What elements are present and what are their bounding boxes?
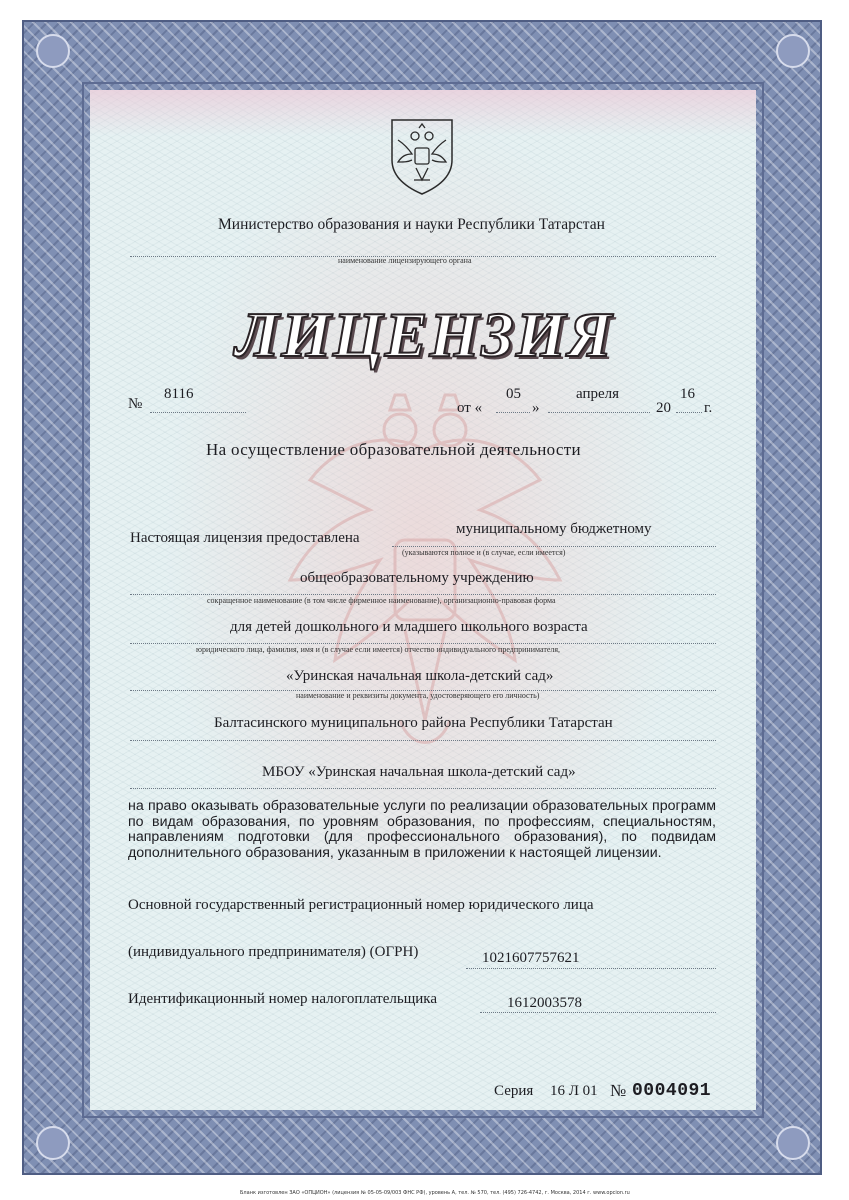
ogrn-label-line2: (индивидуального предпринимателя) (ОГРН) [128,944,419,960]
inn-value: 1612003578 [507,995,582,1011]
grant-label: Настоящая лицензия предоставлена [130,530,360,546]
date-month: апреля [576,386,620,402]
ministry-name: Министерство образования и науки Республики Татарстан [218,216,605,233]
month-underline [548,412,650,413]
grant-line2-underline [130,594,716,595]
document-title: ЛИЦЕНЗИЯ [235,299,614,370]
grant-line6-underline [130,788,716,789]
date-quote-close: » [532,400,540,416]
grant-hint1: (указываются полное и (в случае, если имеется) [402,548,566,557]
coat-of-arms-icon [386,116,458,196]
series-number-label: № [610,1081,627,1100]
date-day: 05 [506,386,521,402]
corner-ornament-bottom-right-icon [776,1126,810,1160]
grant-line5-underline [130,740,716,741]
corner-ornament-top-right-icon [776,34,810,68]
grant-line4: «Уринская начальная школа-детский сад» [286,668,554,684]
ogrn-underline [466,968,716,969]
grant-hint3: юридического лица, фамилия, имя и (в случае если имеется) отчество индивидуального предпринимателя, [196,645,561,654]
grant-line1: муниципальному бюджетному [456,521,652,537]
year-underline [676,412,702,413]
grant-hint4: наименование и реквизиты документа, удостоверяющего его личность) [296,691,540,700]
grant-line2: общеобразовательному учреждению [300,570,534,586]
day-underline [496,412,530,413]
corner-ornament-top-left-icon [36,34,70,68]
number-label: № [128,396,143,412]
rights-text: на право оказывать образовательные услуги по реализации образовательных программ по видам образования, по уровням образования, по профессиям, специальностям, направлениям подготовки (для профессионального образования), по подвидам дополнительного образования, указанным в приложении к настоящей лицензии. [128,798,716,861]
grant-line6: МБОУ «Уринская начальная школа-детский сад» [262,764,576,780]
grant-line1-underline [392,546,716,547]
year-prefix: 20 [656,400,671,416]
series-number: 0004091 [632,1081,712,1101]
ogrn-label-line1: Основной государственный регистрационный номер юридического лица [128,897,594,913]
grant-line3: для детей дошкольного и младшего школьного возраста [230,619,588,635]
date-year: 16 [680,386,695,402]
number-underline [150,412,246,413]
inn-label: Идентификационный номер налогоплательщика [128,991,438,1007]
license-number: 8116 [164,386,194,402]
inn-underline [480,1012,716,1013]
grant-hint2: сокращенное наименование (в том числе фирменное наименование), организационно-правовая форма [207,596,556,605]
purpose-title: На осуществление образовательной деятельности [206,440,581,459]
grant-line3-underline [130,643,716,644]
ministry-hint: наименование лицензирующего органа [338,256,472,265]
blank-printer-info: Бланк изготовлен ЗАО «ОПЦИОН» (лицензия № 05-05-09/003 ФНС РФ), уровень А, тел. № 570, тел. (495) 726-4742, г. Москва, 2014 г. www.opcion.ru [240,1190,630,1196]
year-suffix: г. [704,400,713,416]
series-value: 16 Л 01 [550,1083,598,1099]
date-from-label: от « [457,400,483,416]
grant-line5: Балтасинского муниципального района Республики Татарстан [214,715,613,731]
ogrn-value: 1021607757621 [482,950,580,966]
series-label: Серия [494,1083,534,1099]
corner-ornament-bottom-left-icon [36,1126,70,1160]
